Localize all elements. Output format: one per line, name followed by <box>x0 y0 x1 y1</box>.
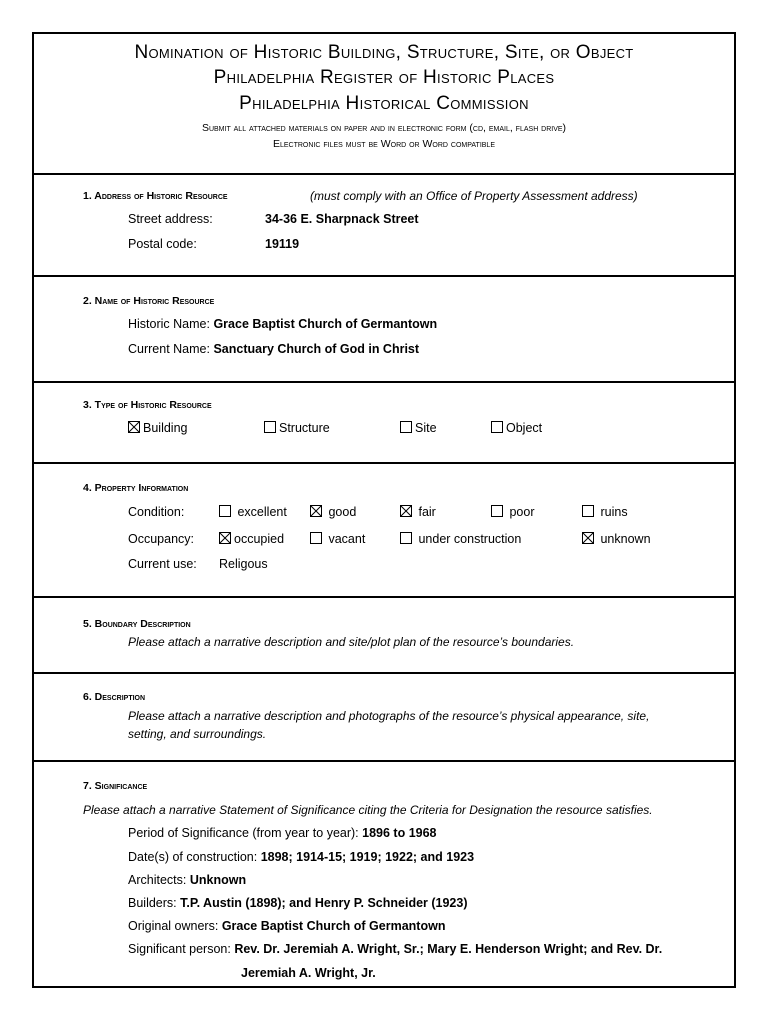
form-title-line3: Philadelphia Historical Commission <box>239 93 529 114</box>
condition-option-ruins[interactable] <box>582 505 628 519</box>
architects-label: Architects: <box>128 873 187 887</box>
significant-person-value-line2: Jeremiah A. Wright, Jr. <box>241 966 376 980</box>
description-instructions-line1: Please attach a narrative description and photographs of the resource’s physical appearance, site, <box>128 709 650 723</box>
current-name-value: Sanctuary Church of God in Christ <box>213 342 420 356</box>
object-label: Object <box>506 421 543 435</box>
architects-row <box>128 873 246 887</box>
historic-name-row <box>128 317 437 331</box>
section-boundary <box>34 598 734 674</box>
condition-option-good[interactable] <box>310 505 356 519</box>
historic-name-value: Grace Baptist Church of Germantown <box>213 317 438 331</box>
type-option-structure[interactable] <box>264 421 330 435</box>
under-construction-label: under construction <box>418 532 522 546</box>
occupied-checkbox[interactable] <box>219 532 231 544</box>
builders-row <box>128 896 468 910</box>
nomination-form <box>32 32 736 988</box>
site-checkbox[interactable] <box>400 421 412 433</box>
section-7-heading: 7. Significance <box>83 780 148 792</box>
occupancy-option-vacant[interactable] <box>310 532 365 546</box>
fair-checkbox[interactable] <box>400 505 412 517</box>
construction-dates-value: 1898; 1914-15; 1919; 1922; and 1923 <box>260 850 475 864</box>
condition-option-excellent[interactable] <box>219 505 287 519</box>
significant-person-row <box>128 942 662 956</box>
section-type <box>34 383 734 464</box>
architects-value: Unknown <box>189 873 247 887</box>
section-name <box>34 277 734 383</box>
type-option-site[interactable] <box>400 421 437 435</box>
unknown-checkbox[interactable] <box>582 532 594 544</box>
section-significance <box>34 762 734 988</box>
section-3-heading: 3. Type of Historic Resource <box>83 399 212 411</box>
condition-option-fair[interactable] <box>400 505 436 519</box>
form-header <box>34 34 734 175</box>
under-construction-checkbox[interactable] <box>400 532 412 544</box>
building-checkbox[interactable] <box>128 421 140 433</box>
section-2-heading: 2. Name of Historic Resource <box>83 295 215 307</box>
current-use-label: Current use: <box>128 557 197 571</box>
ruins-label: ruins <box>600 505 628 519</box>
site-label: Site <box>415 421 437 435</box>
good-label: good <box>328 505 357 519</box>
excellent-checkbox[interactable] <box>219 505 231 517</box>
occupied-label: occupied <box>234 532 285 546</box>
original-owners-row <box>128 919 445 933</box>
current-name-row <box>128 342 419 356</box>
vacant-checkbox[interactable] <box>310 532 322 544</box>
boundary-instructions: Please attach a narrative description and site/plot plan of the resource’s boundaries. <box>128 635 575 649</box>
construction-dates-row <box>128 850 474 864</box>
form-instructions-line1: Submit all attached materials on paper and in electronic form (cd, email, flash drive) <box>201 122 567 134</box>
current-name-label: Current Name: <box>128 342 210 356</box>
significant-person-value-line1: Rev. Dr. Jeremiah A. Wright, Sr.; Mary E. Henderson Wright; and Rev. Dr. <box>234 942 663 956</box>
check-x-mark-icon <box>583 533 593 543</box>
form-title-line1: Nomination of Historic Building, Structure, Site, or Object <box>134 42 634 63</box>
occupancy-option-occupied[interactable] <box>219 532 284 546</box>
postal-code-label: Postal code: <box>128 237 197 251</box>
vacant-label: vacant <box>328 532 366 546</box>
form-title-line2: Philadelphia Register of Historic Places <box>213 67 555 88</box>
section-6-heading: 6. Description <box>83 691 146 703</box>
check-x-mark-icon <box>220 533 230 543</box>
postal-code-value: 19119 <box>265 237 300 251</box>
section-property-info <box>34 464 734 598</box>
historic-name-label: Historic Name: <box>128 317 210 331</box>
period-row <box>128 826 437 840</box>
object-checkbox[interactable] <box>491 421 503 433</box>
check-x-mark-icon <box>401 506 411 516</box>
poor-label: poor <box>509 505 535 519</box>
section-address <box>34 175 734 277</box>
condition-option-poor[interactable] <box>491 505 535 519</box>
type-option-object[interactable] <box>491 421 542 435</box>
structure-checkbox[interactable] <box>264 421 276 433</box>
building-label: Building <box>143 421 188 435</box>
street-address-value: 34-36 E. Sharpnack Street <box>265 212 419 226</box>
original-owners-value: Grace Baptist Church of Germantown <box>221 919 446 933</box>
address-note: (must comply with an Office of Property Assessment address) <box>310 189 638 203</box>
form-instructions-line2: Electronic files must be Word or Word compatible <box>272 138 495 150</box>
poor-checkbox[interactable] <box>491 505 503 517</box>
section-5-heading: 5. Boundary Description <box>83 618 191 630</box>
current-use-value: Religous <box>219 557 268 571</box>
check-x-mark-icon <box>311 506 321 516</box>
section-description <box>34 674 734 762</box>
type-option-building[interactable] <box>128 421 187 435</box>
occupancy-label: Occupancy: <box>128 532 195 546</box>
check-x-mark-icon <box>129 422 139 432</box>
period-value: 1896 to 1968 <box>362 826 437 840</box>
builders-value: T.P. Austin (1898); and Henry P. Schneider (1923) <box>180 896 468 910</box>
period-label: Period of Significance (from year to year): <box>128 826 359 840</box>
occupancy-option-under-construction[interactable] <box>400 532 521 546</box>
description-instructions-line2: setting, and surroundings. <box>128 727 267 741</box>
significant-person-label: Significant person: <box>128 942 231 956</box>
section-1-heading: 1. Address of Historic Resource <box>83 190 228 202</box>
street-address-label: Street address: <box>128 212 213 226</box>
excellent-label: excellent <box>237 505 287 519</box>
original-owners-label: Original owners: <box>128 919 219 933</box>
condition-label: Condition: <box>128 505 185 519</box>
builders-label: Builders: <box>128 896 177 910</box>
significance-instructions: Please attach a narrative Statement of Significance citing the Criteria for Designation the resource satisfies. <box>83 803 653 817</box>
structure-label: Structure <box>279 421 330 435</box>
fair-label: fair <box>418 505 436 519</box>
occupancy-option-unknown[interactable] <box>582 532 651 546</box>
unknown-label: unknown <box>600 532 651 546</box>
good-checkbox[interactable] <box>310 505 322 517</box>
construction-dates-label: Date(s) of construction: <box>128 850 258 864</box>
section-4-heading: 4. Property Information <box>83 482 189 494</box>
ruins-checkbox[interactable] <box>582 505 594 517</box>
